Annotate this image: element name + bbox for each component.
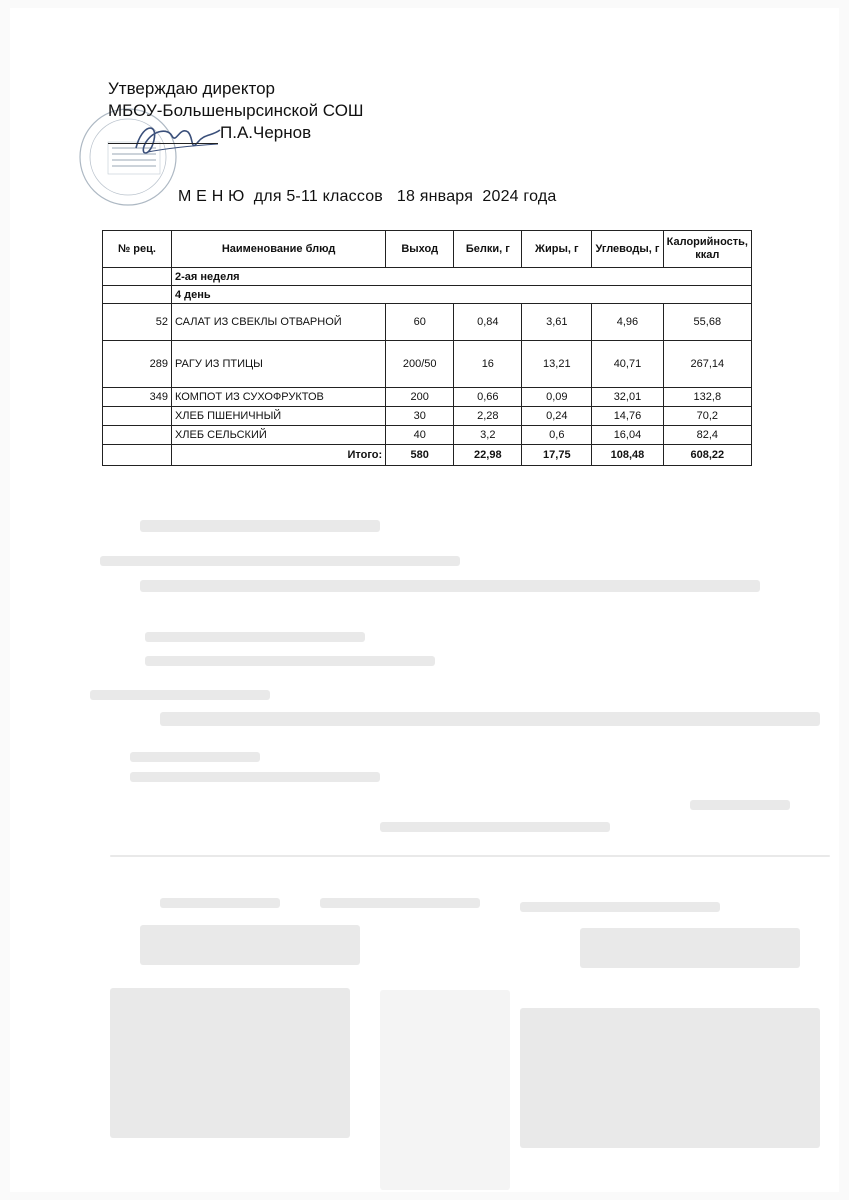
cell-calories: 132,8 xyxy=(663,388,751,407)
cell-output: 30 xyxy=(386,407,454,426)
day-label: 4 день xyxy=(171,286,751,304)
cell-proteins: 0,84 xyxy=(454,304,522,341)
header-recipe-no: № рец. xyxy=(103,231,172,268)
cell-proteins: 0,66 xyxy=(454,388,522,407)
cell-output: 200 xyxy=(386,388,454,407)
cell-proteins: 3,2 xyxy=(454,426,522,445)
total-output: 580 xyxy=(386,445,454,466)
cell-fats: 13,21 xyxy=(522,341,592,388)
cell-calories: 70,2 xyxy=(663,407,751,426)
total-fats: 17,75 xyxy=(522,445,592,466)
table-row xyxy=(103,304,752,341)
cell-output: 60 xyxy=(386,304,454,341)
cell-calories: 82,4 xyxy=(663,426,751,445)
total-label: Итого: xyxy=(171,445,385,466)
total-proteins: 22,98 xyxy=(454,445,522,466)
day-row xyxy=(103,286,752,304)
table-row xyxy=(103,341,752,388)
header-dish-name: Наименование блюд xyxy=(171,231,385,268)
table-row xyxy=(103,426,752,445)
header-carbs: Углеводы, г xyxy=(592,231,663,268)
cell-fats: 0,6 xyxy=(522,426,592,445)
table-header-row xyxy=(103,231,752,268)
signature-underline xyxy=(108,125,218,144)
cell-recipe-no: 349 xyxy=(103,388,172,407)
cell-recipe-no xyxy=(103,407,172,426)
cell-fats: 0,09 xyxy=(522,388,592,407)
cell-output: 40 xyxy=(386,426,454,445)
cell-fats: 3,61 xyxy=(522,304,592,341)
approval-line-1: Утверждаю директор xyxy=(108,79,276,98)
menu-table xyxy=(102,230,752,466)
director-name: П.А.Чернов xyxy=(220,123,312,142)
cell-proteins: 16 xyxy=(454,341,522,388)
cell-recipe-no: 289 xyxy=(103,341,172,388)
cell-dish-name: ХЛЕБ ПШЕНИЧНЫЙ xyxy=(171,407,385,426)
total-row xyxy=(103,445,752,466)
cell-carbs: 14,76 xyxy=(592,407,663,426)
cell-dish-name: ХЛЕБ СЕЛЬСКИЙ xyxy=(171,426,385,445)
approval-line-2: МБОУ-Большенырсинской СОШ xyxy=(108,101,364,120)
cell-carbs: 40,71 xyxy=(592,341,663,388)
cell-calories: 267,14 xyxy=(663,341,751,388)
approval-signature-line xyxy=(108,122,364,144)
header-proteins: Белки, г xyxy=(454,231,522,268)
header-output: Выход xyxy=(386,231,454,268)
cell-dish-name: КОМПОТ ИЗ СУХОФРУКТОВ xyxy=(171,388,385,407)
menu-title: М Е Н Ю для 5-11 классов 18 января 2024 года xyxy=(178,188,557,205)
cell-carbs: 16,04 xyxy=(592,426,663,445)
table-row xyxy=(103,388,752,407)
cell-carbs: 32,01 xyxy=(592,388,663,407)
total-calories: 608,22 xyxy=(663,445,751,466)
table-row xyxy=(103,407,752,426)
total-carbs: 108,48 xyxy=(592,445,663,466)
cell-dish-name: САЛАТ ИЗ СВЕКЛЫ ОТВАРНОЙ xyxy=(171,304,385,341)
cell-fats: 0,24 xyxy=(522,407,592,426)
cell-output: 200/50 xyxy=(386,341,454,388)
cell-recipe-no xyxy=(103,426,172,445)
week-row xyxy=(103,268,752,286)
cell-calories: 55,68 xyxy=(663,304,751,341)
header-fats: Жиры, г xyxy=(522,231,592,268)
cell-carbs: 4,96 xyxy=(592,304,663,341)
cell-dish-name: РАГУ ИЗ ПТИЦЫ xyxy=(171,341,385,388)
header-calories: Калорийность, ккал xyxy=(663,231,751,268)
week-label: 2-ая неделя xyxy=(171,268,751,286)
approval-block xyxy=(108,78,364,144)
cell-proteins: 2,28 xyxy=(454,407,522,426)
cell-recipe-no: 52 xyxy=(103,304,172,341)
